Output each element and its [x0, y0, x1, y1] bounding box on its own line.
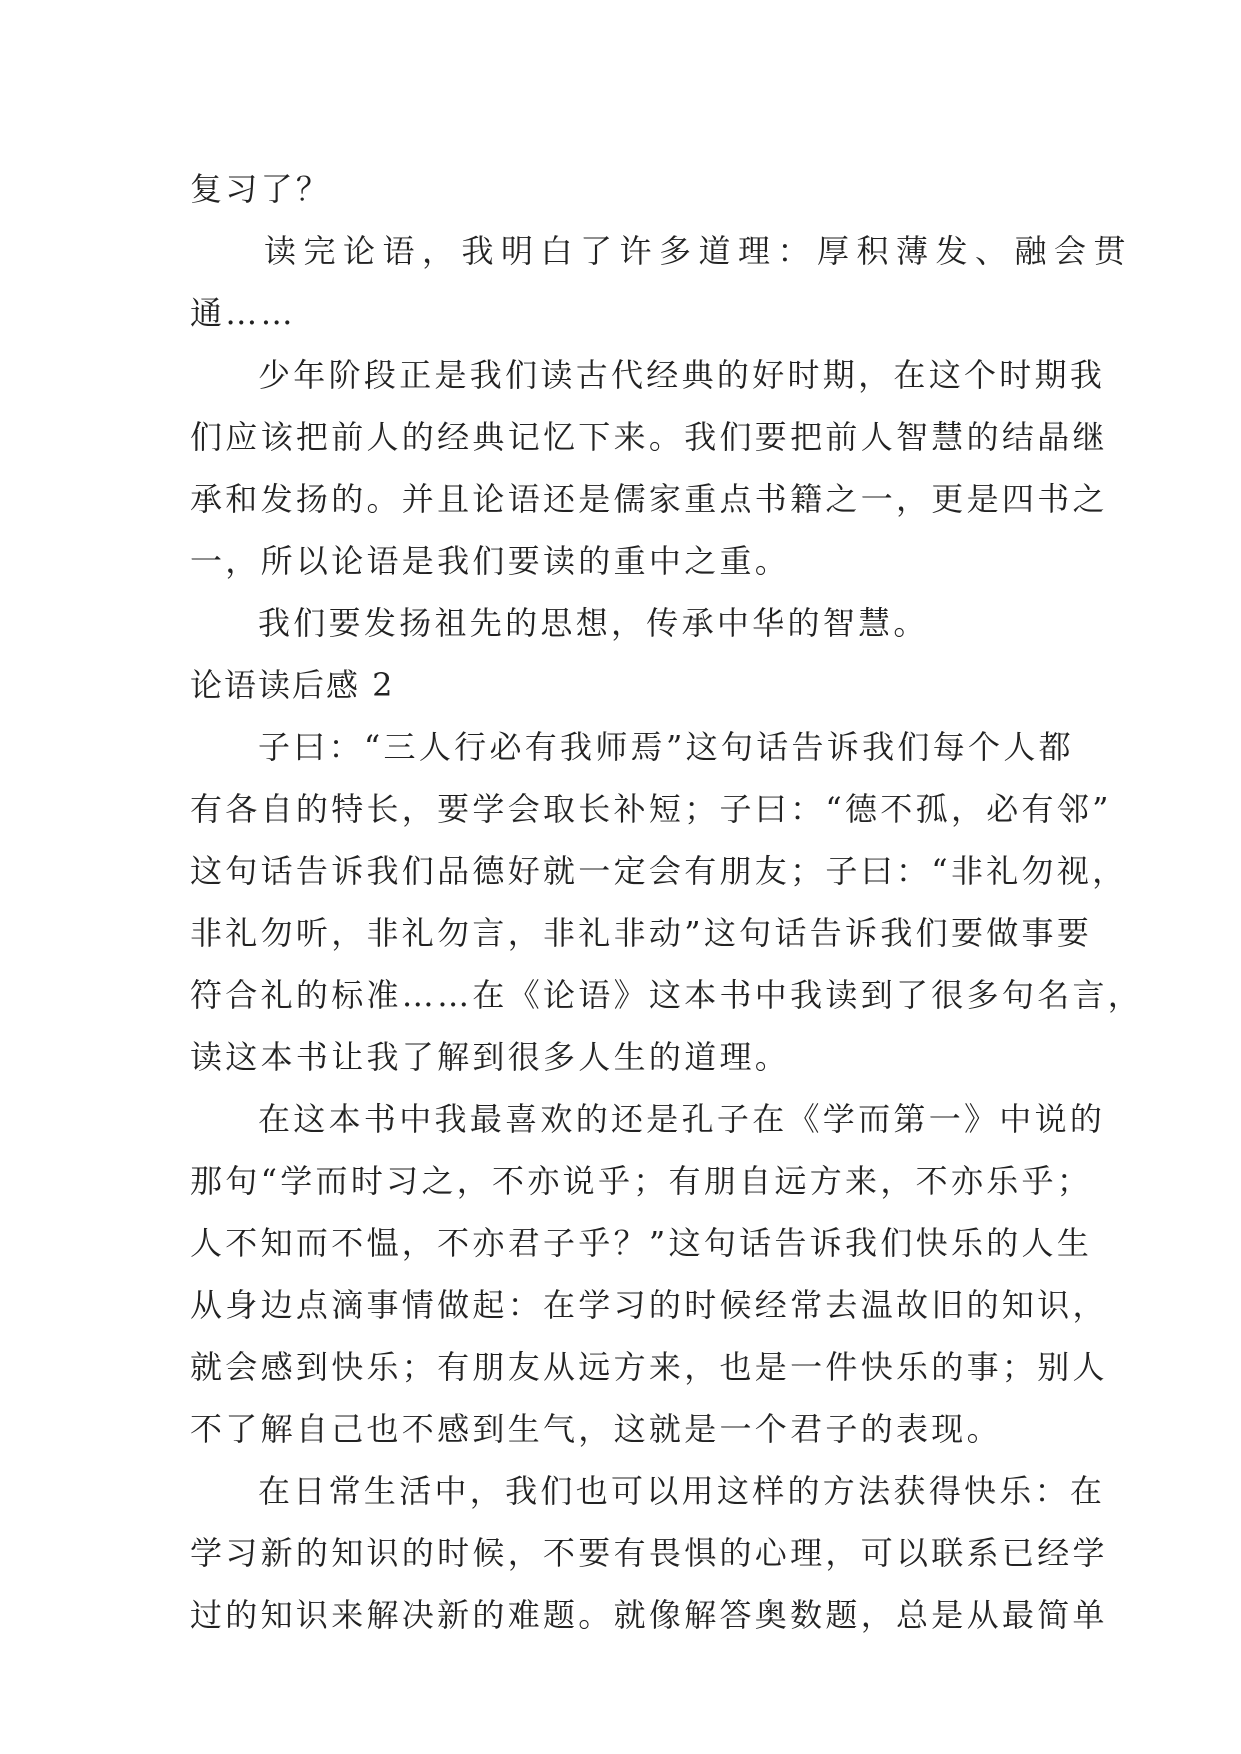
section-heading: 论语读后感 2: [190, 666, 395, 704]
text-line: 在这本书中我最喜欢的还是孔子在《学而第一》中说的: [258, 1100, 1106, 1138]
text-line: 符合礼的标准……在《论语》这本书中我读到了很多句名言，: [190, 976, 1144, 1014]
text-line: 不了解自己也不感到生气，这就是一个君子的表现。: [190, 1410, 1002, 1448]
text-line: 这句话告诉我们品德好就一定会有朋友；子曰：“非礼勿视，: [190, 852, 1128, 890]
text-line: 一，所以论语是我们要读的重中之重。: [190, 542, 791, 580]
text-line: 们应该把前人的经典记忆下来。我们要把前人智慧的结晶继: [190, 418, 1108, 456]
text-line: 非礼勿听，非礼勿言，非礼非动”这句话告诉我们要做事要: [190, 914, 1093, 952]
text-line: 学习新的知识的时候，不要有畏惧的心理，可以联系已经学: [190, 1534, 1108, 1572]
document-body: [190, 158, 1144, 1646]
text-line: 我们要发扬祖先的思想，传承中华的智慧。: [258, 604, 929, 642]
text-line: 就会感到快乐；有朋友从远方来，也是一件快乐的事；别人: [190, 1348, 1108, 1386]
text-line: 子曰：“三人行必有我师焉”这句话告诉我们每个人都: [258, 728, 1074, 766]
text-line: 少年阶段正是我们读古代经典的好时期，在这个时期我: [258, 356, 1106, 394]
text-line: 承和发扬的。并且论语还是儒家重点书籍之一，更是四书之: [190, 480, 1108, 518]
text-line: 通……: [190, 294, 296, 332]
text-line: 读完论语，我明白了许多道理：厚积薄发、融会贯: [264, 232, 1134, 270]
text-line: 读这本书让我了解到很多人生的道理。: [190, 1038, 791, 1076]
text-line: 复习了？: [190, 170, 332, 208]
text-line: 有各自的特长，要学会取长补短；子曰：“德不孤，必有邻”: [190, 790, 1112, 828]
text-line: 人不知而不愠，不亦君子乎？”这句话告诉我们快乐的人生: [190, 1224, 1093, 1262]
text-line: 在日常生活中，我们也可以用这样的方法获得快乐：在: [258, 1472, 1106, 1510]
text-line: 过的知识来解决新的难题。就像解答奥数题，总是从最简单: [190, 1596, 1108, 1634]
text-line: 那句“学而时习之，不亦说乎；有朋自远方来，不亦乐乎；: [190, 1162, 1093, 1200]
text-line: 从身边点滴事情做起：在学习的时候经常去温故旧的知识，: [190, 1286, 1108, 1324]
